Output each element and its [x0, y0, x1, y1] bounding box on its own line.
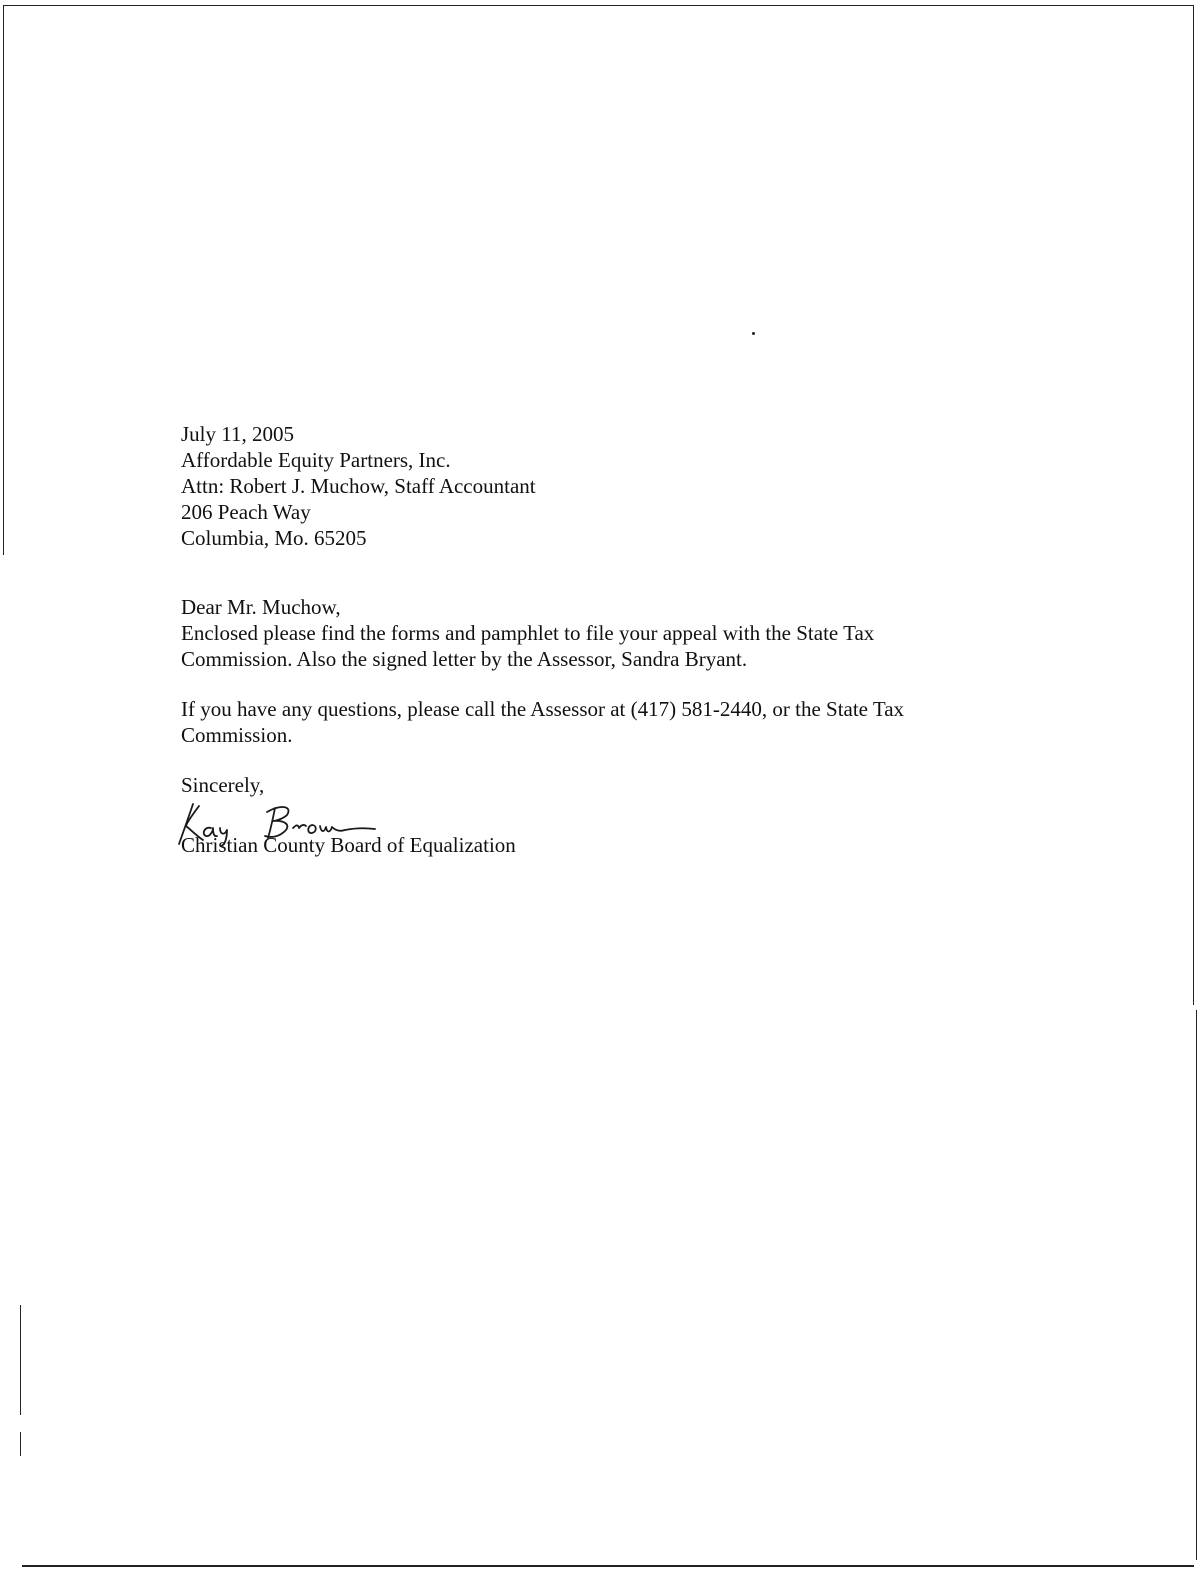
sender-organization: Christian County Board of Equalization: [181, 833, 516, 857]
letter-date: July 11, 2005: [181, 422, 294, 446]
recipient-attention: Attn: Robert J. Muchow, Staff Accountant: [181, 474, 536, 498]
body-paragraph-1: [181, 620, 1081, 672]
salutation: Dear Mr. Muchow,: [181, 595, 341, 619]
body-paragraph-2: [181, 696, 1081, 748]
recipient-address: [181, 447, 1081, 551]
paragraph-line: If you have any questions, please call the Assessor at (417) 581-2440, or the State Tax: [181, 697, 905, 721]
scan-edge-right-lower: [1196, 1010, 1197, 1560]
paragraph-line: Commission. Also the signed letter by the Assessor, Sandra Bryant.: [181, 647, 748, 671]
recipient-company: Affordable Equity Partners, Inc.: [181, 448, 451, 472]
scan-mark: [20, 1432, 21, 1456]
scan-edge-right: [1193, 5, 1194, 1005]
paragraph-line: Commission.: [181, 723, 293, 747]
closing: Sincerely,: [181, 773, 265, 797]
scan-speck: [752, 332, 755, 335]
recipient-street: 206 Peach Way: [181, 500, 311, 524]
scan-edge-left: [3, 5, 4, 555]
scan-edge-top: [4, 5, 1194, 6]
scan-mark: [20, 1305, 21, 1415]
scan-edge-bottom: [22, 1565, 1194, 1567]
paragraph-line: Enclosed please find the forms and pamphlet to file your appeal with the State Tax: [181, 621, 875, 645]
letter-body: [181, 421, 1081, 858]
recipient-city-state-zip: Columbia, Mo. 65205: [181, 526, 367, 550]
